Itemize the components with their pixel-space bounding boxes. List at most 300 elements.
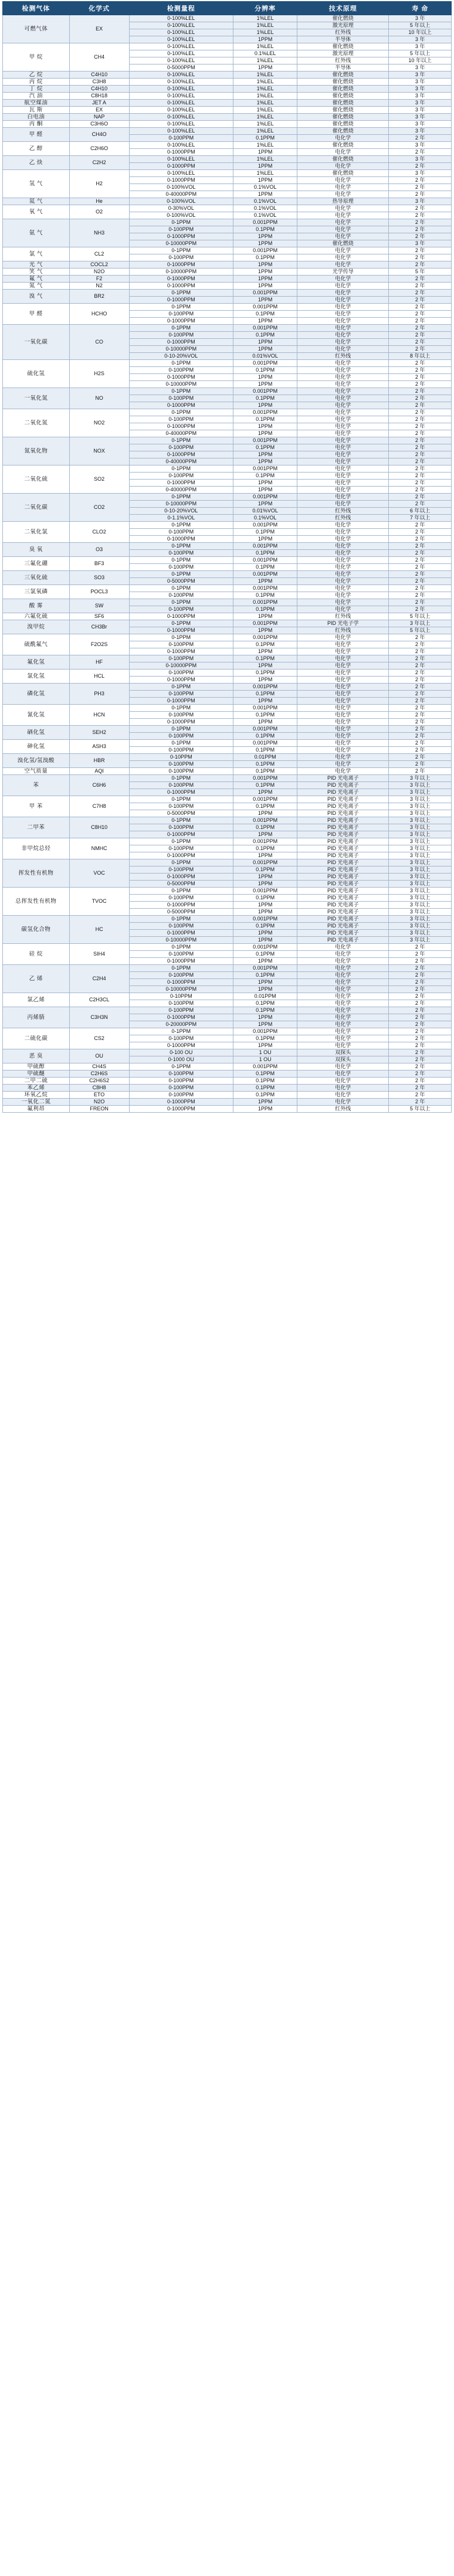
cell-resolution: 1%LEL [233, 107, 297, 114]
cell-range: 0-100%LEL [129, 107, 233, 114]
cell-range: 0-100PPM [129, 606, 233, 613]
cell-life: 2 年 [389, 965, 452, 972]
cell-technology: 电化学 [297, 480, 389, 487]
cell-technology: 电化学 [297, 754, 389, 761]
cell-gas-name: 氮 气 [3, 283, 70, 290]
cell-resolution: 0.001PPM [233, 726, 297, 733]
cell-gas-name: 光 气 [3, 261, 70, 269]
table-row [3, 655, 452, 662]
cell-gas-name: 甲 醛 [3, 128, 70, 142]
cell-technology: 电化学 [297, 641, 389, 648]
cell-formula: NOX [69, 437, 129, 465]
cell-range: 0-100PPM [129, 655, 233, 662]
cell-resolution: 0.1PPM [233, 733, 297, 740]
cell-resolution: 0.001PPM [233, 705, 297, 712]
cell-resolution: 0.001PPM [233, 437, 297, 444]
cell-formula: NO [69, 388, 129, 409]
cell-resolution: 0.01PPM [233, 993, 297, 1000]
cell-gas-name: 二氧化碳 [3, 494, 70, 522]
cell-range: 0-100%LEL [129, 79, 233, 86]
cell-life: 2 年 [389, 226, 452, 233]
cell-gas-name: 苯 [3, 775, 70, 796]
cell-life: 2 年 [389, 719, 452, 726]
table-row [3, 198, 452, 205]
cell-resolution: 0.001PPM [233, 388, 297, 395]
cell-life: 2 年 [389, 304, 452, 311]
cell-gas-name: 臭 氧 [3, 543, 70, 557]
cell-technology: 电化学 [297, 578, 389, 585]
table-row [3, 585, 452, 592]
table-row [3, 543, 452, 550]
cell-range: 0-1PPM [129, 1028, 233, 1035]
cell-gas-name: 笑 气 [3, 269, 70, 276]
table-row [3, 965, 452, 972]
cell-range: 0-1PPM [129, 817, 233, 824]
cell-resolution: 1PPM [233, 1106, 297, 1113]
cell-life: 2 年 [389, 346, 452, 353]
cell-range: 0-1000PPM [129, 163, 233, 170]
cell-resolution: 0.1PPM [233, 1035, 297, 1042]
cell-life: 2 年 [389, 993, 452, 1000]
cell-life: 3 年 [389, 107, 452, 114]
cell-range: 0-1PPM [129, 585, 233, 592]
cell-formula: NAP [69, 114, 129, 121]
cell-technology: PID 光电离子 [297, 796, 389, 803]
cell-resolution: 0.001PPM [233, 571, 297, 578]
cell-life: 2 年 [389, 409, 452, 416]
cell-technology: 电化学 [297, 283, 389, 290]
cell-life: 2 年 [389, 733, 452, 740]
cell-life: 2 年 [389, 677, 452, 684]
cell-gas-name: 恶 臭 [3, 1049, 70, 1063]
cell-range: 0-5000PPM [129, 64, 233, 72]
cell-life: 3 年以上 [389, 824, 452, 831]
cell-resolution: 0.1PPM [233, 529, 297, 536]
cell-technology: 电化学 [297, 388, 389, 395]
cell-technology: 电化学 [297, 339, 389, 346]
cell-resolution: 1PPM [233, 346, 297, 353]
cell-formula: POCL3 [69, 585, 129, 599]
cell-range: 0-1000PPM [129, 627, 233, 634]
cell-resolution: 1PPM [233, 648, 297, 655]
cell-life: 2 年 [389, 283, 452, 290]
cell-range: 0-100PPM [129, 311, 233, 318]
cell-resolution: 0.001PPM [233, 684, 297, 691]
cell-gas-name: 二氧化硫 [3, 465, 70, 494]
cell-resolution: 1 OU [233, 1056, 297, 1063]
cell-range: 0-100%LEL [129, 29, 233, 36]
table-row [3, 838, 452, 845]
cell-technology: 电化学 [297, 1099, 389, 1106]
cell-life: 2 年 [389, 1070, 452, 1078]
cell-resolution: 0.1%LEL [233, 50, 297, 57]
cell-technology: 电化学 [297, 367, 389, 374]
cell-life: 5 年以上 [389, 22, 452, 29]
cell-life: 2 年 [389, 634, 452, 641]
cell-range: 0-1000PPM [129, 402, 233, 409]
cell-formula: SEH2 [69, 726, 129, 740]
cell-life: 5 年以上 [389, 613, 452, 620]
cell-technology: 电化学 [297, 325, 389, 332]
cell-resolution: 0.01%VOL [233, 353, 297, 360]
table-row [3, 705, 452, 712]
cell-life: 2 年 [389, 339, 452, 346]
cell-technology: 电化学 [297, 529, 389, 536]
cell-range: 0-1000PPM [129, 648, 233, 655]
cell-formula: HCHO [69, 304, 129, 325]
cell-technology: 电化学 [297, 712, 389, 719]
cell-life: 3 年 [389, 86, 452, 93]
cell-life: 2 年 [389, 480, 452, 487]
cell-technology: 半导体 [297, 64, 389, 72]
cell-range: 0-100PPM [129, 254, 233, 261]
cell-formula: NO2 [69, 409, 129, 437]
cell-life: 3 年以上 [389, 859, 452, 866]
cell-technology: PID 光电离子 [297, 866, 389, 874]
cell-life: 2 年 [389, 564, 452, 571]
cell-range: 0-40000PPM [129, 458, 233, 465]
table-row [3, 754, 452, 761]
cell-range: 0-100PPM [129, 845, 233, 852]
cell-resolution: 0.01PPM [233, 754, 297, 761]
cell-resolution: 0.001PPM [233, 1063, 297, 1070]
cell-resolution: 1PPM [233, 578, 297, 585]
cell-resolution: 1%LEL [233, 121, 297, 128]
cell-life: 2 年 [389, 276, 452, 283]
cell-life: 2 年 [389, 599, 452, 606]
cell-technology: 电化学 [297, 205, 389, 212]
cell-range: 0-1PPM [129, 522, 233, 529]
cell-resolution: 0.001PPM [233, 838, 297, 845]
cell-technology: 电化学 [297, 465, 389, 473]
cell-range: 0-1PPM [129, 634, 233, 641]
cell-resolution: 0.001PPM [233, 290, 297, 297]
cell-life: 3 年 [389, 100, 452, 107]
cell-life: 2 年 [389, 501, 452, 508]
cell-technology: 电化学 [297, 768, 389, 775]
cell-range: 0-1PPM [129, 465, 233, 473]
cell-range: 0-1000PPM [129, 1099, 233, 1106]
cell-technology: 电化学 [297, 177, 389, 184]
cell-life: 3 年以上 [389, 866, 452, 874]
table-row [3, 283, 452, 290]
cell-formula: C4H10 [69, 72, 129, 79]
cell-gas-name: 氯乙烯 [3, 993, 70, 1007]
cell-range: 0-10000PPM [129, 937, 233, 944]
cell-range: 0-100PPM [129, 782, 233, 789]
cell-resolution: 0.1PPM [233, 444, 297, 451]
cell-range: 0-100%LEL [129, 93, 233, 100]
table-row [3, 93, 452, 100]
cell-life: 2 年 [389, 1099, 452, 1106]
cell-technology: 电化学 [297, 662, 389, 670]
cell-formula: ETO [69, 1092, 129, 1099]
cell-resolution: 0.1PPM [233, 866, 297, 874]
cell-range: 0-10-20%VOL [129, 508, 233, 515]
cell-resolution: 0.1PPM [233, 670, 297, 677]
cell-range: 0-100PPM [129, 670, 233, 677]
table-row [3, 15, 452, 22]
cell-technology: 催化燃烧 [297, 156, 389, 163]
cell-technology: 电化学 [297, 606, 389, 613]
cell-life: 10 年以上 [389, 57, 452, 64]
table-row [3, 325, 452, 332]
cell-life: 5 年以上 [389, 1106, 452, 1113]
cell-resolution: 1PPM [233, 381, 297, 388]
cell-range: 0-1000PPM [129, 233, 233, 240]
cell-formula: SF6 [69, 613, 129, 620]
cell-technology: 电化学 [297, 1085, 389, 1092]
cell-technology: PID 光电离子 [297, 852, 389, 859]
cell-technology: PID 光电离子 [297, 845, 389, 852]
cell-resolution: 1%LEL [233, 170, 297, 177]
cell-formula: C2H3CL [69, 993, 129, 1007]
cell-resolution: 0.001PPM [233, 796, 297, 803]
table-row [3, 437, 452, 444]
cell-formula: BR2 [69, 290, 129, 304]
cell-formula: OU [69, 1049, 129, 1063]
cell-technology: 电化学 [297, 261, 389, 269]
cell-resolution: 1%LEL [233, 29, 297, 36]
cell-life: 2 年 [389, 402, 452, 409]
cell-range: 0-100PPM [129, 332, 233, 339]
cell-life: 2 年 [389, 177, 452, 184]
cell-range: 0-100PPM [129, 592, 233, 599]
cell-life: 3 年以上 [389, 838, 452, 845]
cell-gas-name: 苯乙烯 [3, 1085, 70, 1092]
cell-gas-name: 丙 烷 [3, 79, 70, 86]
cell-life: 2 年 [389, 951, 452, 958]
cell-range: 0-1PPM [129, 543, 233, 550]
cell-resolution: 0.1PPM [233, 951, 297, 958]
cell-technology: 催化燃烧 [297, 93, 389, 100]
cell-range: 0-1PPM [129, 494, 233, 501]
cell-formula: CO2 [69, 494, 129, 522]
cell-range: 0-100PPM [129, 529, 233, 536]
cell-formula: C3H3N [69, 1007, 129, 1028]
cell-formula: C4H10 [69, 86, 129, 93]
cell-technology: 电化学 [297, 585, 389, 592]
cell-technology: 电化学 [297, 149, 389, 156]
cell-technology: PID 光电离子 [297, 881, 389, 888]
cell-range: 0-100PPM [129, 866, 233, 874]
cell-resolution: 0.1PPM [233, 655, 297, 662]
cell-resolution: 1%LEL [233, 142, 297, 149]
cell-life: 2 年 [389, 374, 452, 381]
cell-technology: 电化学 [297, 430, 389, 437]
cell-technology: 电化学 [297, 634, 389, 641]
cell-range: 0-100%LEL [129, 142, 233, 149]
cell-life: 2 年 [389, 247, 452, 254]
cell-technology: 电化学 [297, 458, 389, 465]
cell-resolution: 0.1PPM [233, 895, 297, 902]
cell-resolution: 0.01%VOL [233, 508, 297, 515]
cell-life: 2 年 [389, 1085, 452, 1092]
cell-resolution: 0.001PPM [233, 219, 297, 226]
cell-range: 0-1PPM [129, 304, 233, 311]
cell-gas-name: 空气质量 [3, 768, 70, 775]
cell-range: 0-100PPM [129, 226, 233, 233]
cell-life: 2 年 [389, 768, 452, 775]
table-row [3, 107, 452, 114]
cell-range: 0-1000PPM [129, 339, 233, 346]
cell-range: 0-1PPM [129, 219, 233, 226]
cell-resolution: 1PPM [233, 677, 297, 684]
cell-technology: PID 光电离子 [297, 930, 389, 937]
cell-life: 3 年 [389, 36, 452, 43]
cell-formula: N2O [69, 1099, 129, 1106]
cell-resolution: 0.1PPM [233, 923, 297, 930]
cell-technology: 电化学 [297, 536, 389, 543]
cell-resolution: 0.001PPM [233, 965, 297, 972]
cell-range: 0-100PPM [129, 395, 233, 402]
cell-technology: 电化学 [297, 726, 389, 733]
cell-technology: 电化学 [297, 599, 389, 606]
cell-life: 2 年 [389, 1063, 452, 1070]
cell-resolution: 0.001PPM [233, 304, 297, 311]
cell-formula: CL2 [69, 247, 129, 261]
cell-gas-name: 六氟化硫 [3, 613, 70, 620]
cell-formula: NMHC [69, 838, 129, 859]
table-row [3, 72, 452, 79]
table-row [3, 86, 452, 93]
cell-formula: C2H2 [69, 156, 129, 170]
table-row [3, 1099, 452, 1106]
cell-gas-name: 氟化氢 [3, 655, 70, 670]
cell-resolution: 0.001PPM [233, 522, 297, 529]
col-header-range: 检测量程 [129, 2, 233, 15]
cell-formula: COCL2 [69, 261, 129, 269]
cell-formula: O3 [69, 543, 129, 557]
cell-technology: 电化学 [297, 1007, 389, 1014]
cell-resolution: 0.1PPM [233, 768, 297, 775]
cell-resolution: 1%LEL [233, 43, 297, 50]
cell-life: 5 年 [389, 269, 452, 276]
table-row [3, 726, 452, 733]
cell-technology: 红外线 [297, 353, 389, 360]
cell-range: 0-1000PPM [129, 1014, 233, 1021]
cell-technology: 催化燃烧 [297, 72, 389, 79]
cell-formula: C8H8 [69, 1085, 129, 1092]
cell-life: 3 年 [389, 93, 452, 100]
table-row [3, 740, 452, 747]
cell-range: 0-1PPM [129, 557, 233, 564]
cell-life: 3 年以上 [389, 620, 452, 627]
cell-resolution: 0.001PPM [233, 944, 297, 951]
cell-technology: 光学传导 [297, 269, 389, 276]
cell-formula: CH3Br [69, 620, 129, 634]
cell-range: 0-100PPM [129, 733, 233, 740]
cell-technology: 电化学 [297, 691, 389, 698]
cell-technology: 电化学 [297, 247, 389, 254]
cell-resolution: 1PPM [233, 430, 297, 437]
cell-gas-name: 磷化氢 [3, 684, 70, 705]
cell-range: 0-1PPM [129, 740, 233, 747]
cell-technology: 催化燃烧 [297, 100, 389, 107]
cell-life: 2 年 [389, 430, 452, 437]
cell-range: 0-10000PPM [129, 501, 233, 508]
cell-range: 0-1000PPM [129, 979, 233, 986]
table-row [3, 859, 452, 866]
cell-life: 2 年 [389, 698, 452, 705]
cell-resolution: 1PPM [233, 881, 297, 888]
cell-range: 0-100PPM [129, 923, 233, 930]
table-row [3, 247, 452, 254]
cell-resolution: 1PPM [233, 874, 297, 881]
cell-range: 0-10000PPM [129, 662, 233, 670]
cell-technology: 电化学 [297, 522, 389, 529]
cell-technology: 电化学 [297, 958, 389, 965]
cell-life: 2 年 [389, 388, 452, 395]
cell-life: 2 年 [389, 494, 452, 501]
cell-life: 2 年 [389, 662, 452, 670]
cell-life: 3 年以上 [389, 817, 452, 824]
cell-range: 0-100PPM [129, 803, 233, 810]
cell-resolution: 1PPM [233, 536, 297, 543]
cell-technology: 电化学 [297, 487, 389, 494]
cell-formula: HBR [69, 754, 129, 768]
cell-formula: H2S [69, 360, 129, 388]
cell-resolution: 0.1PPM [233, 564, 297, 571]
cell-range: 0-100PPM [129, 367, 233, 374]
cell-range: 0-1PPM [129, 599, 233, 606]
cell-gas-name: 氧 气 [3, 205, 70, 219]
cell-formula: EX [69, 15, 129, 43]
cell-resolution: 0.1%VOL [233, 515, 297, 522]
cell-resolution: 0.1PPM [233, 641, 297, 648]
cell-gas-name: 甲硫醇 [3, 1063, 70, 1070]
table-row [3, 128, 452, 135]
cell-life: 3 年 [389, 64, 452, 72]
cell-gas-name: 氦 气 [3, 198, 70, 205]
table-row [3, 100, 452, 107]
col-header-gas: 检测气体 [3, 2, 70, 15]
cell-life: 2 年 [389, 367, 452, 374]
cell-resolution: 1PPM [233, 374, 297, 381]
cell-range: 0-1PPM [129, 620, 233, 627]
table-row [3, 796, 452, 803]
cell-technology: 电化学 [297, 409, 389, 416]
cell-life: 3 年以上 [389, 789, 452, 796]
cell-range: 0-100%LEL [129, 128, 233, 135]
cell-range: 0-100PPM [129, 895, 233, 902]
cell-technology: 电化学 [297, 1014, 389, 1021]
cell-resolution: 1PPM [233, 276, 297, 283]
cell-resolution: 1%LEL [233, 128, 297, 135]
cell-technology: 电化学 [297, 648, 389, 655]
cell-technology: 电化学 [297, 374, 389, 381]
cell-technology: 电化学 [297, 1028, 389, 1035]
table-row [3, 571, 452, 578]
cell-life: 8 年以上 [389, 353, 452, 360]
cell-resolution: 0.1%VOL [233, 205, 297, 212]
cell-range: 0-40000PPM [129, 191, 233, 198]
cell-life: 2 年 [389, 592, 452, 599]
cell-formula: EX [69, 107, 129, 114]
cell-life: 2 年 [389, 325, 452, 332]
table-row [3, 944, 452, 951]
cell-life: 3 年 [389, 121, 452, 128]
cell-resolution: 0.001PPM [233, 817, 297, 824]
cell-life: 2 年 [389, 191, 452, 198]
cell-range: 0-1PPM [129, 859, 233, 866]
cell-gas-name: 汽 油 [3, 93, 70, 100]
table-row [3, 465, 452, 473]
cell-gas-name: 二甲二硫 [3, 1078, 70, 1085]
cell-resolution: 1PPM [233, 36, 297, 43]
cell-technology: 催化燃烧 [297, 79, 389, 86]
cell-technology: 电化学 [297, 297, 389, 304]
